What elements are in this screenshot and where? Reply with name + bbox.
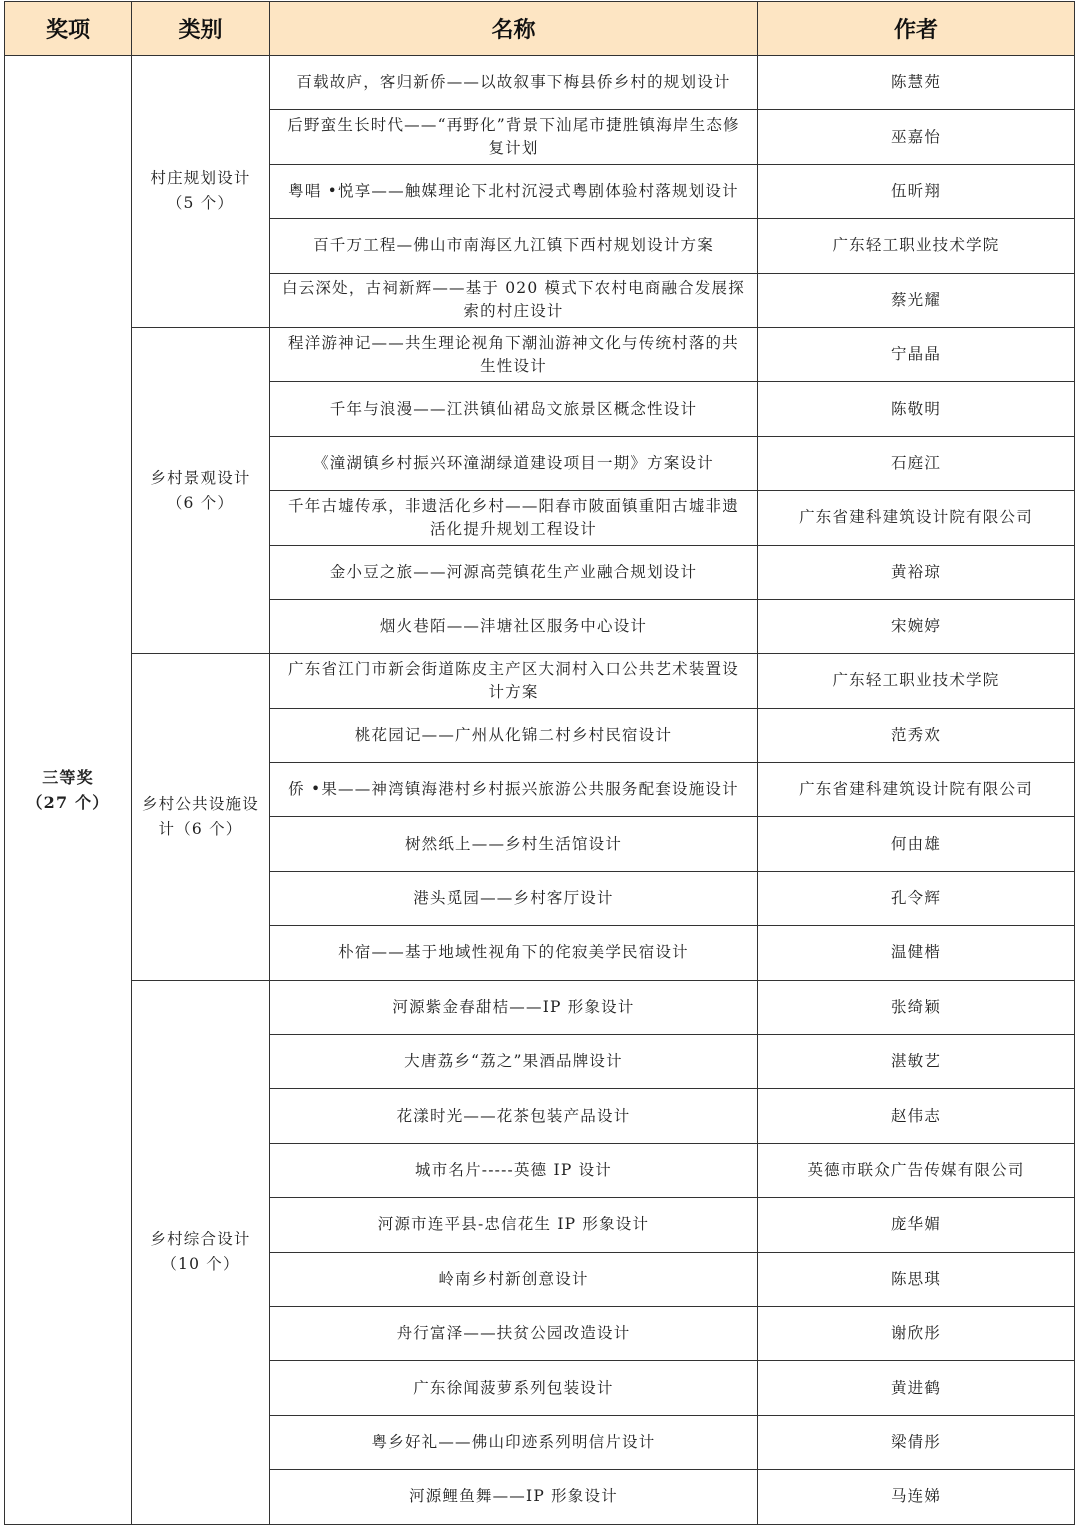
table-body [5, 56, 1075, 1525]
entry-title: 烟火巷陌——沣塘社区服务中心设计 [270, 599, 758, 653]
column-header-title: 名称 [270, 2, 758, 56]
entry-author: 梁倩彤 [758, 1415, 1075, 1469]
entry-author: 巫嘉怡 [758, 110, 1075, 164]
entry-author: 黄进鹤 [758, 1361, 1075, 1415]
entry-title: 粤乡好礼——佛山印迹系列明信片设计 [270, 1415, 758, 1469]
entry-author: 蔡光耀 [758, 273, 1075, 327]
entry-author: 广东轻工职业技术学院 [758, 654, 1075, 708]
category-name: 乡村公共设施设计 [142, 794, 259, 838]
entry-title: 花漾时光——花茶包装产品设计 [270, 1089, 758, 1143]
entry-author: 温健楷 [758, 926, 1075, 980]
category-cell [132, 56, 270, 328]
category-label [138, 166, 263, 216]
entry-author: 张绮颖 [758, 980, 1075, 1034]
entry-title: 大唐荔乡“荔之”果酒品牌设计 [270, 1035, 758, 1089]
entry-title: 树然纸上——乡村生活馆设计 [270, 817, 758, 871]
entry-title: 舟行富泽——扶贫公园改造设计 [270, 1306, 758, 1360]
category-name: 乡村景观设计 [150, 468, 251, 487]
award-table [4, 1, 1075, 1525]
entry-author: 广东省建科建筑设计院有限公司 [758, 491, 1075, 545]
entry-title: 金小豆之旅——河源高莞镇花生产业融合规划设计 [270, 545, 758, 599]
entry-author: 黄裕琼 [758, 545, 1075, 599]
table-row [5, 327, 1075, 381]
category-count: （6 个） [166, 493, 235, 512]
entry-author: 英德市联众广告传媒有限公司 [758, 1143, 1075, 1197]
entry-author: 湛敏艺 [758, 1035, 1075, 1089]
entry-author: 谢欣彤 [758, 1306, 1075, 1360]
entry-title: 广东徐闻菠萝系列包装设计 [270, 1361, 758, 1415]
category-cell [132, 654, 270, 980]
category-count: （6 个） [175, 819, 243, 838]
table-row [5, 654, 1075, 708]
header-row [5, 2, 1075, 56]
entry-author: 马连娣 [758, 1470, 1075, 1524]
entry-author: 何由雄 [758, 817, 1075, 871]
entry-title: 程洋游神记——共生理论视角下潮汕游神文化与传统村落的共生性设计 [270, 327, 758, 381]
entry-author: 伍昕翔 [758, 164, 1075, 218]
category-label [138, 792, 263, 842]
entry-author: 孔令辉 [758, 871, 1075, 925]
entry-title: 千年与浪漫——江洪镇仙裙岛文旅景区概念性设计 [270, 382, 758, 436]
entry-title: 广东省江门市新会街道陈皮主产区大洞村入口公共艺术装置设计方案 [270, 654, 758, 708]
column-header-author: 作者 [758, 2, 1075, 56]
column-header-category: 类别 [132, 2, 270, 56]
category-name: 村庄规划设计 [150, 169, 251, 188]
entry-title: 河源市连平县-忠信花生 IP 形象设计 [270, 1198, 758, 1252]
table-row [5, 980, 1075, 1034]
entry-author: 广东省建科建筑设计院有限公司 [758, 763, 1075, 817]
table-row [5, 56, 1075, 110]
entry-author: 陈慧苑 [758, 56, 1075, 110]
award-cell [5, 56, 132, 1525]
category-name: 乡村综合设计 [150, 1230, 251, 1249]
entry-title: 桃花园记——广州从化锦二村乡村民宿设计 [270, 708, 758, 762]
entry-title: 港头觅园——乡村客厅设计 [270, 871, 758, 925]
entry-title: 城市名片-----英德 IP 设计 [270, 1143, 758, 1197]
entry-title: 粤唱 •悦享——触媒理论下北村沉浸式粤剧体验村落规划设计 [270, 164, 758, 218]
entry-author: 庞华媚 [758, 1198, 1075, 1252]
entry-author: 陈敬明 [758, 382, 1075, 436]
entry-author: 广东轻工职业技术学院 [758, 219, 1075, 273]
entry-title: 白云深处，古祠新辉——基于 020 模式下农村电商融合发展探索的村庄设计 [270, 273, 758, 327]
column-header-award: 奖项 [5, 2, 132, 56]
entry-author: 范秀欢 [758, 708, 1075, 762]
entry-title: 百载故庐，客归新侨——以故叙事下梅县侨乡村的规划设计 [270, 56, 758, 110]
entry-title: 百千万工程—佛山市南海区九江镇下西村规划设计方案 [270, 219, 758, 273]
entry-author: 宁晶晶 [758, 327, 1075, 381]
category-label [138, 1227, 263, 1277]
entry-title: 岭南乡村新创意设计 [270, 1252, 758, 1306]
category-count: （5 个） [166, 194, 235, 213]
award-count: （27 个） [26, 792, 110, 812]
category-cell [132, 980, 270, 1524]
entry-title: 河源紫金春甜桔——IP 形象设计 [270, 980, 758, 1034]
entry-title: 《潼湖镇乡村振兴环潼湖绿道建设项目一期》方案设计 [270, 436, 758, 490]
entry-author: 石庭江 [758, 436, 1075, 490]
entry-title: 朴宿——基于地域性视角下的侘寂美学民宿设计 [270, 926, 758, 980]
entry-title: 千年古墟传承，非遗活化乡村——阳春市陂面镇重阳古墟非遗活化提升规划工程设计 [270, 491, 758, 545]
entry-title: 河源鲤鱼舞——IP 形象设计 [270, 1470, 758, 1524]
award-name: 三等奖 [42, 767, 94, 787]
entry-author: 陈思琪 [758, 1252, 1075, 1306]
entry-author: 宋婉婷 [758, 599, 1075, 653]
entry-title: 侨 •果——神湾镇海港村乡村振兴旅游公共服务配套设施设计 [270, 763, 758, 817]
category-count: （10 个） [161, 1255, 240, 1274]
category-label [138, 466, 263, 516]
category-cell [132, 327, 270, 653]
entry-title: 后野蛮生长时代——“再野化”背景下汕尾市捷胜镇海岸生态修复计划 [270, 110, 758, 164]
entry-author: 赵伟志 [758, 1089, 1075, 1143]
